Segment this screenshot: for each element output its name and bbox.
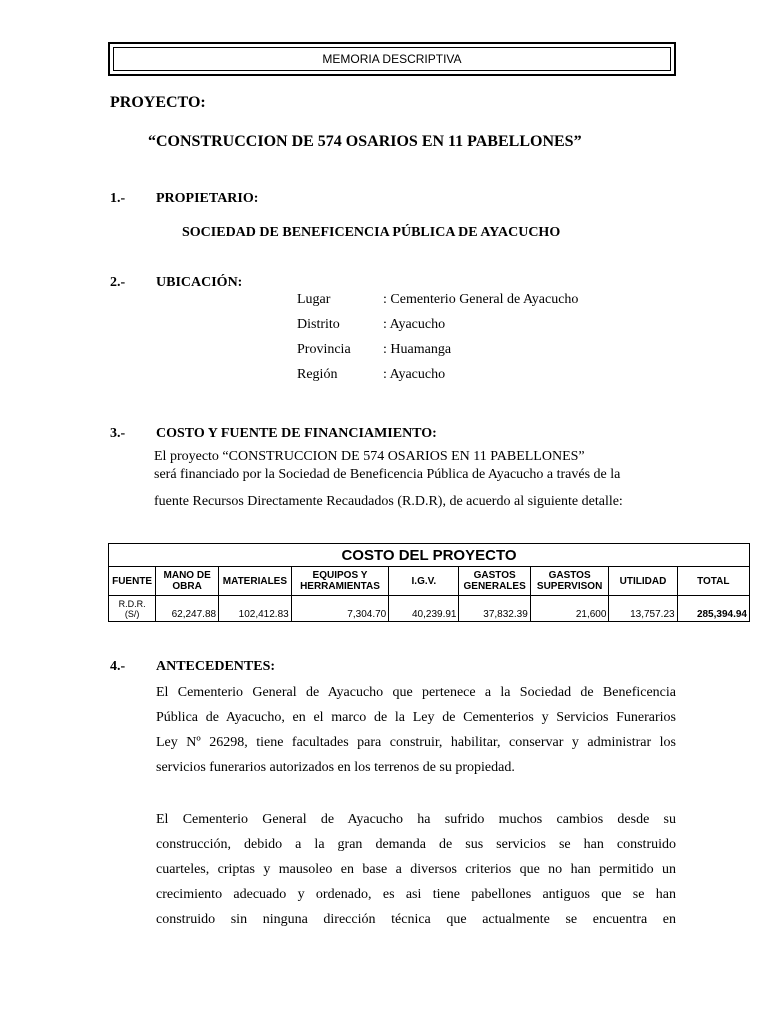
header-fuente: FUENTE: [109, 567, 156, 596]
section-1-number: 1.-: [110, 191, 126, 206]
financing-line-3: fuente Recursos Directamente Recaudados (R.D.R), de acuerdo al siguiente detalle:: [154, 494, 623, 509]
header-box: [108, 42, 676, 76]
cell-gastos-generales: 37,832.39: [459, 596, 530, 622]
header-mano-de-obra: MANO DE OBRA: [156, 567, 219, 596]
location-value-lugar: : Cementerio General de Ayacucho: [383, 292, 579, 307]
paragraph-1-line: servicios funerarios autorizados en los terrenos de su propiedad.: [156, 760, 515, 775]
cell-equipos: 7,304.70: [291, 596, 389, 622]
header-equipos: EQUIPOS Y HERRAMIENTAS: [291, 567, 389, 596]
section-3-title: COSTO Y FUENTE DE FINANCIAMIENTO:: [156, 426, 437, 441]
location-value-region: : Ayacucho: [383, 367, 446, 382]
financing-line-2: será financiado por la Sociedad de Beneficencia Pública de Ayacucho a través de la: [154, 467, 621, 482]
section-3-number: 3.-: [110, 426, 126, 441]
header-gastos-generales: GASTOS GENERALES: [459, 567, 530, 596]
cell-total: 285,394.94: [677, 596, 749, 622]
cell-materiales: 102,412.83: [219, 596, 292, 622]
section-2-number: 2.-: [110, 275, 126, 290]
section-2-title: UBICACIÓN:: [156, 275, 243, 290]
project-name: “CONSTRUCCION DE 574 OSARIOS EN 11 PABELLONES”: [148, 133, 582, 150]
cell-mano-de-obra: 62,247.88: [156, 596, 219, 622]
paragraph-1-line: El Cementerio General de Ayacucho que pertenece a la Sociedad de Beneficencia: [156, 685, 676, 700]
section-4-title: ANTECEDENTES:: [156, 659, 276, 674]
location-label-distrito: Distrito: [297, 317, 340, 332]
project-label: PROYECTO:: [110, 94, 206, 111]
section-1-title: PROPIETARIO:: [156, 191, 259, 206]
cell-igv: 40,239.91: [389, 596, 459, 622]
header-total: TOTAL: [677, 567, 749, 596]
header-gastos-supervison: GASTOS SUPERVISON: [530, 567, 609, 596]
antecedentes-paragraph-1: [156, 680, 676, 780]
financing-line-1: El proyecto “CONSTRUCCION DE 574 OSARIOS EN 11 PABELLONES”: [154, 449, 585, 464]
location-label-provincia: Provincia: [297, 342, 351, 357]
paragraph-2-line: construcción, debido a la gran demanda de sus servicios se han construido: [156, 837, 676, 852]
antecedentes-paragraph-2: [156, 807, 676, 932]
paragraph-2-line: crecimiento adecuado y ordenado, es asi tiene pabellones antiguos que se han: [156, 887, 676, 902]
header-utilidad: UTILIDAD: [609, 567, 677, 596]
location-value-distrito: : Ayacucho: [383, 317, 446, 332]
paragraph-2-line: construido sin ninguna dirección técnica que actualmente se encuentra en: [156, 912, 676, 927]
owner-name: SOCIEDAD DE BENEFICENCIA PÚBLICA DE AYACUCHO: [182, 225, 561, 240]
cell-fuente: R.D.R. (S/): [109, 596, 156, 622]
cell-gastos-supervison: 21,600: [530, 596, 609, 622]
cost-table: [108, 543, 750, 622]
document-title: MEMORIA DESCRIPTIVA: [113, 47, 671, 71]
cell-utilidad: 13,757.23: [609, 596, 677, 622]
section-4-number: 4.-: [110, 659, 126, 674]
header-materiales: MATERIALES: [219, 567, 292, 596]
location-label-region: Región: [297, 367, 338, 382]
paragraph-2-line: cuarteles, criptas y mausoleo en base a diversos criterios que no han permitido un: [156, 862, 676, 877]
cost-table-title: COSTO DEL PROYECTO: [109, 544, 750, 567]
paragraph-1-line: Ley Nº 26298, tiene facultades para construir, habilitar, conservar y administrar los: [156, 735, 676, 750]
paragraph-1-line: Pública de Ayacucho, en el marco de la Ley de Cementerios y Servicios Funerarios: [156, 710, 676, 725]
location-label-lugar: Lugar: [297, 292, 331, 307]
location-value-provincia: : Huamanga: [383, 342, 452, 357]
paragraph-2-line: El Cementerio General de Ayacucho ha sufrido muchos cambios desde su: [156, 812, 676, 827]
header-igv: I.G.V.: [389, 567, 459, 596]
